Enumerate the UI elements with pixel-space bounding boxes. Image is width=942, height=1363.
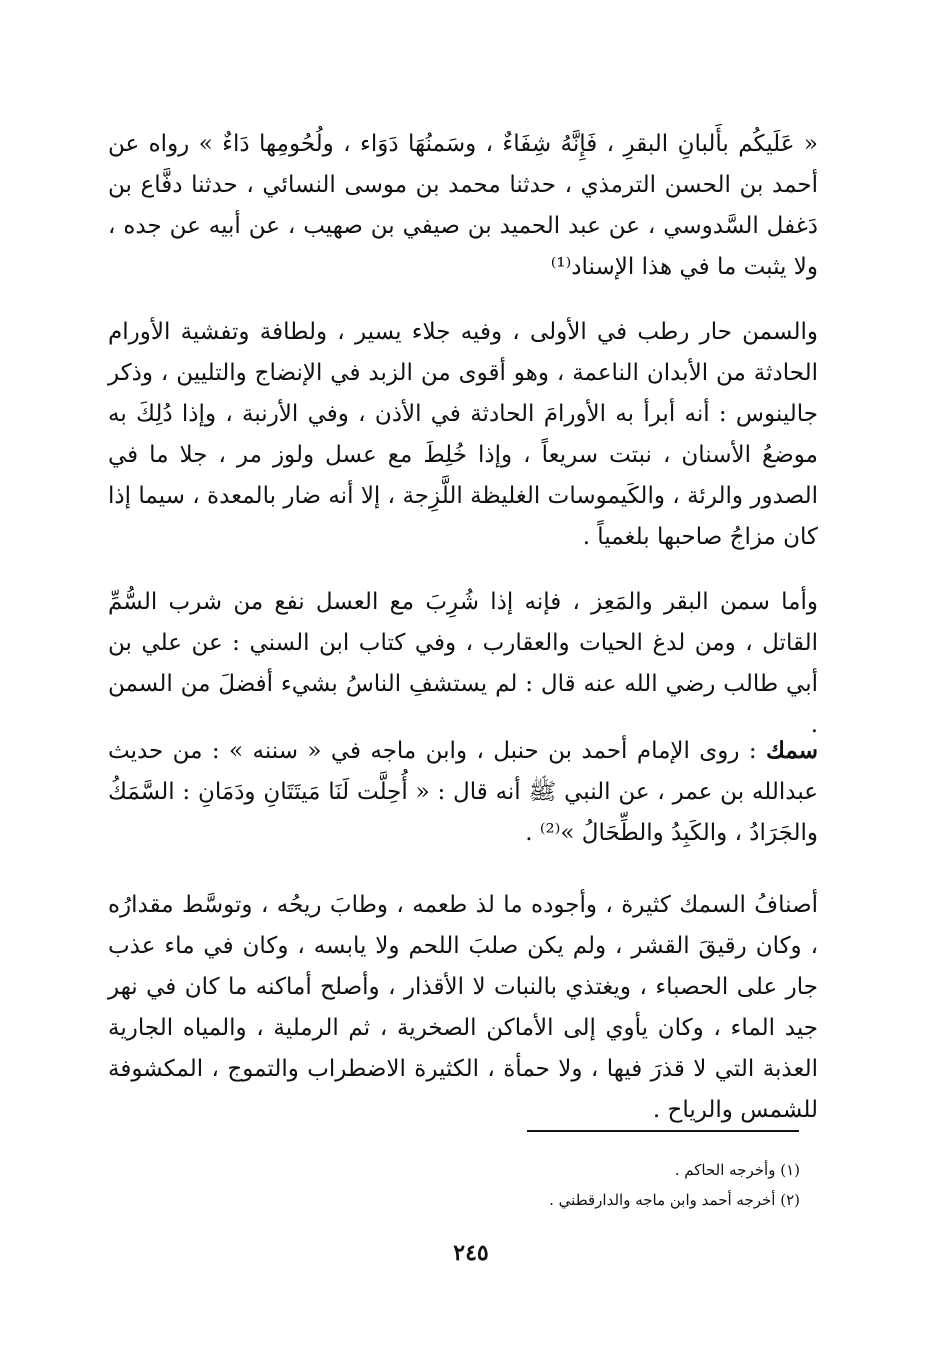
paragraph-hadith-milk bbox=[108, 124, 818, 288]
paragraph-text: أصنافُ السمك كثيرة ، وأجوده ما لذ طعمه ، وطابَ ريحُه ، وتوسَّط مقدارُه ، وكان رقيقَ القشر ، ولم يكن صلبَ اللحم ولا يابسه ، وكان في ماء عذب جار على الحصباء ، ويغتذي بالنبات لا الأقذار ، وأصلح أماكنه ما كان في نهر جيد الماء ، وكان يأوي إلى الأماكن الصخرية ، ثم الرملية ، والمياه الجارية العذبة التي لا قذرَ فيها ، ولا حمأة ، الكثيرة الاضطراب والتموج ، المكشوفة للشمس والرياح . bbox=[108, 892, 818, 1123]
footnote-1: (١) وأخرجه الحاكم . bbox=[674, 1161, 800, 1179]
footnotes bbox=[400, 1155, 800, 1215]
paragraph-text: : روى الإمام أحمد بن حنبل ، وابن ماجه في « سننه » : من حديث عبدالله بن عمر ، عن النبي ﷺ أنه قال : « أُحِلَّت لَنَا مَيتَتَانِ ودَمَانِ : السَّمَكُ والجَرَادُ ، والكَبِدُ والطِّحَالُ »⁽²⁾ . bbox=[108, 738, 818, 846]
paragraph-fish-entry bbox=[108, 730, 818, 854]
footnote-separator bbox=[527, 1130, 799, 1132]
paragraph-cow-goat-ghee bbox=[108, 582, 818, 746]
paragraph-ghee-properties bbox=[108, 312, 818, 558]
page-number: ٢٤٥ bbox=[453, 1240, 489, 1266]
paragraph-fish-types bbox=[108, 885, 818, 1131]
paragraph-text: وأما سمن البقر والمَعِز ، فإنه إذا شُرِبَ مع العسل نفع من شرب السُّمِّ القاتل ، ومن لدغ الحيات والعقارب ، وفي كتاب ابن السني : عن علي بن أبي طالب رضي الله عنه قال : لم يستشفِ الناسُ بشيء أفضلَ من السمن . bbox=[108, 589, 818, 738]
paragraph-text: « عَلَيكُم بأَلبانِ البقرِ ، فَإِنَّهُ شِفَاءٌ ، وسَمنُهَا دَوَاء ، ولُحُومِها دَاءٌ » رواه عن أحمد بن الحسن الترمذي ، حدثنا محمد بن موسى النسائي ، حدثنا دفَّاع بن دَغفل السَّدوسي ، عن عبد الحميد بن صيفي بن صهيب ، عن أبيه عن جده ، ولا يثبت ما في هذا الإسناد⁽¹⁾ bbox=[108, 131, 818, 280]
entry-heading: سمك bbox=[766, 737, 818, 764]
footnote-2: (٢) أخرجه أحمد وابن ماجه والدارقطني . bbox=[549, 1191, 800, 1209]
paragraph-text: والسمن حار رطب في الأولى ، وفيه جلاء يسير ، ولطافة وتفشية الأورام الحادثة من الأبدان الناعمة ، وهو أقوى من الزبد في الإنضاج والتليين ، وذكر جالينوس : أنه أبرأ به الأورامَ الحادثة في الأذن ، وفي الأرنبة ، وإذا دُلِكَ به موضعُ الأسنان ، نبتت سريعاً ، وإذا خُلِطَ مع عسل ولوز مر ، جلا ما في الصدور والرئة ، والكَيموسات الغليظة اللَّزِجة ، إلا أنه ضار بالمعدة ، سيما إذا كان مزاجُ صاحبها بلغمياً . bbox=[108, 319, 818, 550]
